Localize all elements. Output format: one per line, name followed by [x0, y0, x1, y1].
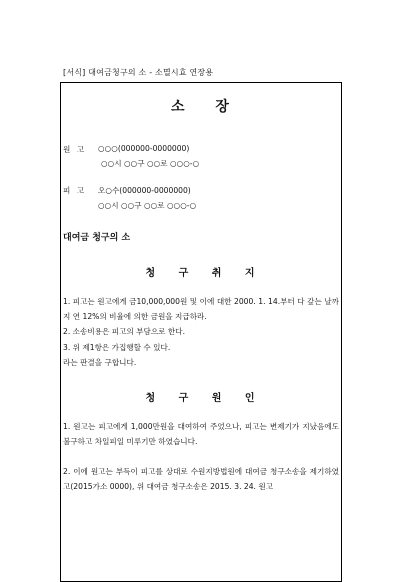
claim-purpose-item-3: 3. 위 제1항은 가집행할 수 있다.	[63, 343, 171, 352]
claim-cause-heading: 청 구 원 인	[145, 393, 255, 404]
plaintiff-label: 원 고	[63, 145, 85, 154]
case-name: 대여금 청구의 소	[63, 233, 131, 243]
plaintiff-name: ○○○(000000-0000000)	[98, 144, 190, 153]
defendant-address: ○○시 ○○구 ○○로 ○○○-○	[98, 201, 197, 210]
claim-purpose-heading: 청 구 취 지	[145, 268, 255, 279]
claim-purpose-item-2: 2. 소송비용은 피고의 부담으로 한다.	[63, 327, 186, 336]
document-title: 소 장	[171, 99, 229, 115]
claim-purpose-closing: 라는 판결을 구합니다.	[63, 358, 137, 367]
claim-cause-paragraph-1: 1. 원고는 피고에게 1,000만원을 대여하여 주었으나, 피고는 변제기가 지났음에도 불구하고 차일피일 미루기만 하였습니다.	[63, 422, 339, 446]
form-label: [서식] 대여금청구의 소 - 소멸시효 연장용	[63, 68, 214, 77]
plaintiff-address: ○○시 ○○구 ○○로 ○○○-○	[101, 159, 200, 168]
defendant-label: 피 고	[63, 186, 85, 195]
claim-cause-paragraph-2: 2. 이에 원고는 부득이 피고를 상대로 수원지방법원에 대여금 청구소송을 제기하였고(2015가소 0000), 위 대여금 청구소송은 2015. 3. 24. 원고	[63, 467, 339, 491]
claim-purpose-item-1: 1. 피고는 원고에게 금10,000,000원 및 이에 대한 2000. 1. 14.부터 다 갚는 날까지 연 12%의 비율에 의한 금원을 지급하라.	[63, 297, 339, 321]
defendant-name: 오○수(000000-0000000)	[98, 186, 191, 195]
